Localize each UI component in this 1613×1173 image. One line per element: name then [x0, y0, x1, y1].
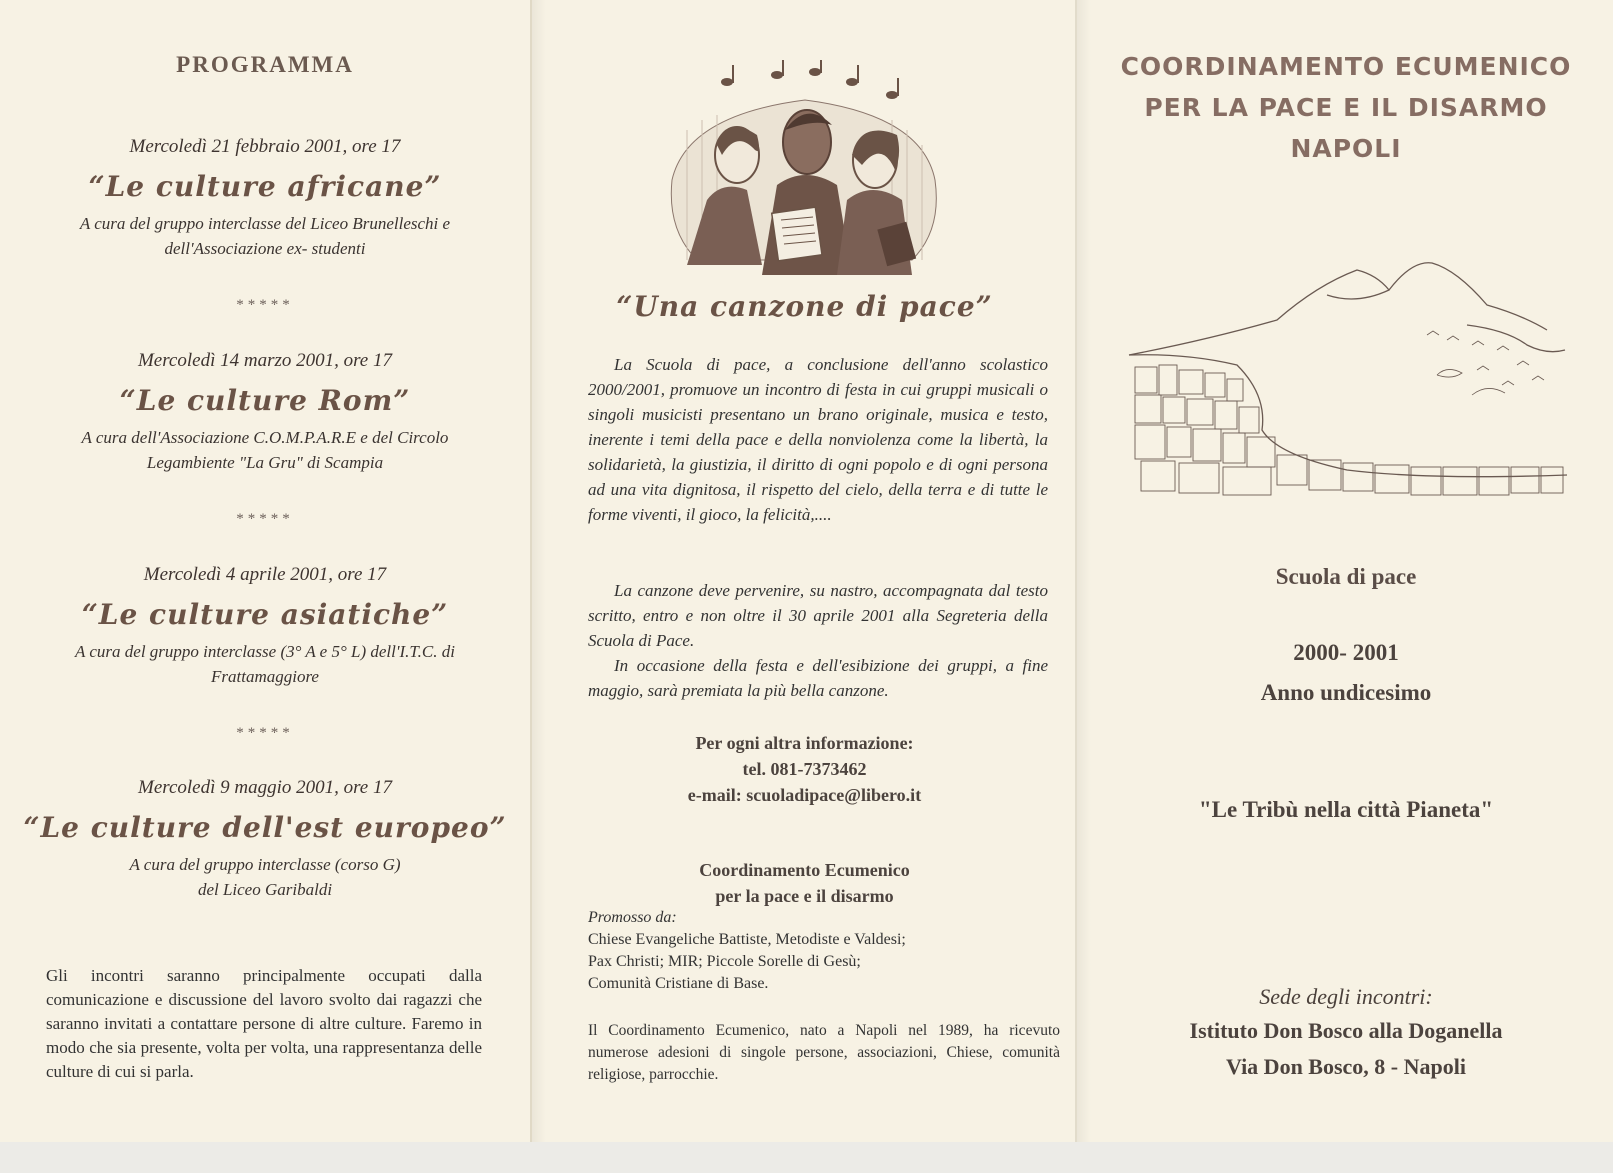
- school-year: 2000- 2001: [1293, 640, 1399, 665]
- program-panel: [0, 0, 530, 1142]
- naples-bay-illustration: [1127, 255, 1567, 510]
- event-date: Mercoledì 21 febbraio 2001, ore 17: [129, 136, 401, 157]
- event-organizer-line: A cura del gruppo interclasse (3° A e 5° L) dell'I.T.C. di: [75, 642, 455, 661]
- separator: *****: [236, 511, 294, 527]
- event-organizer-line: Frattamaggiore: [211, 667, 319, 686]
- org-name-block: [532, 857, 1077, 909]
- org-line-2: per la pace e il disarmo: [715, 886, 894, 906]
- song-title: “Una canzone di pace”: [616, 290, 993, 323]
- edition-label: Anno undicesimo: [1260, 680, 1432, 705]
- venue-line-1: Istituto Don Bosco alla Doganella: [1189, 1018, 1503, 1043]
- promoter-line: Chiese Evangeliche Battiste, Metodiste e Valdesi;: [588, 931, 906, 948]
- cover-header: [1077, 46, 1613, 169]
- event-1: [0, 136, 530, 261]
- intro-paragraph: La Scuola di pace, a conclusione dell'anno scolastico 2000/2001, promuove un incontro di festa in cui gruppi musicali o singoli musicisti presentano un brano originale, musica e testo, inerente i temi della pace e della nonviolenza come la libertà, la solidarietà, la giustizia, il diritto di ogni popolo e di ogni persona ad una vita dignitosa, il rispetto del cielo, della terra e di tutte le forme viventi, il gioco, la felicità,....: [588, 355, 1048, 524]
- event-title: “Le culture africane”: [88, 170, 442, 203]
- event-4: [0, 777, 530, 902]
- header-line-2: PER LA PACE E IL DISARMO: [1144, 93, 1548, 122]
- song-contest-panel: [530, 0, 1075, 1142]
- phone-number: tel. 081-7373462: [742, 759, 867, 779]
- scan-border: [0, 1142, 1613, 1173]
- closing-paragraph: Gli incontri saranno principalmente occupati dalla comunicazione e discussione del lavoro svolto dai ragazzi che saranno invitati a contattare persone di altre culture. Faremo in modo che sia presente, volta per volta, una rappresentanza delle culture di cui si parla.: [46, 966, 482, 1081]
- event-3: [0, 564, 530, 689]
- fold-shadow: [532, 0, 546, 1142]
- header-line-1: COORDINAMENTO ECUMENICO: [1120, 52, 1572, 81]
- award-paragraph: In occasione della festa e dell'esibizione dei gruppi, a fine maggio, sarà premiata la più bella canzone.: [588, 656, 1048, 700]
- promoter-line: Pax Christi; MIR; Piccole Sorelle di Gesù;: [588, 953, 861, 970]
- event-organizer-line: A cura del gruppo interclasse (corso G): [129, 855, 401, 874]
- event-organizer-line: Legambiente "La Gru" di Scampia: [146, 453, 384, 472]
- school-name: Scuola di pace: [1275, 564, 1417, 589]
- deadline-paragraph: La canzone deve pervenire, su nastro, accompagnata dal testo scritto, entro e non oltre il 30 aprile 2001 alla Segreteria della Scuola di Pace.: [588, 581, 1048, 650]
- event-title: “Le culture asiatiche”: [81, 598, 449, 631]
- cover-panel: [1075, 0, 1613, 1142]
- event-date: Mercoledì 4 aprile 2001, ore 17: [143, 564, 387, 585]
- promoter-line: Comunità Cristiane di Base.: [588, 975, 769, 992]
- event-organizer-line: del Liceo Garibaldi: [197, 880, 333, 899]
- org-line-1: Coordinamento Ecumenico: [699, 860, 910, 880]
- venue-label: Sede degli incontri:: [1259, 984, 1433, 1009]
- history-paragraph: Il Coordinamento Ecumenico, nato a Napoli nel 1989, ha ricevuto numerose adesioni di singole persone, associazioni, Chiese, comunità religiose, parrocchie.: [588, 1022, 1060, 1083]
- event-title: “Le culture dell'est europeo”: [23, 811, 507, 844]
- promosso-label: Promosso da:: [588, 909, 677, 926]
- separator: *****: [236, 725, 294, 741]
- event-2: [0, 350, 530, 475]
- contact-block: [532, 730, 1077, 808]
- separator: *****: [236, 297, 294, 313]
- event-organizer-line: A cura del gruppo interclasse del Liceo Brunelleschi e: [79, 214, 451, 233]
- event-date: Mercoledì 9 maggio 2001, ore 17: [138, 777, 392, 798]
- header-line-3: NAPOLI: [1290, 134, 1402, 163]
- event-date: Mercoledì 14 marzo 2001, ore 17: [137, 350, 392, 371]
- email-address: e-mail: scuoladipace@libero.it: [687, 785, 922, 805]
- theme-title: "Le Tribù nella città Pianeta": [1198, 797, 1494, 822]
- program-title: PROGRAMMA: [176, 52, 354, 77]
- event-organizer-line: dell'Associazione ex- studenti: [164, 239, 366, 258]
- event-title: “Le culture Rom”: [119, 384, 411, 417]
- info-title: Per ogni altra informazione:: [695, 733, 914, 753]
- singers-illustration: [667, 60, 942, 275]
- event-organizer-line: A cura dell'Associazione C.O.M.P.A.R.E e del Circolo: [81, 428, 449, 447]
- venue-line-2: Via Don Bosco, 8 - Napoli: [1226, 1054, 1466, 1079]
- promoters-block: [588, 907, 1058, 995]
